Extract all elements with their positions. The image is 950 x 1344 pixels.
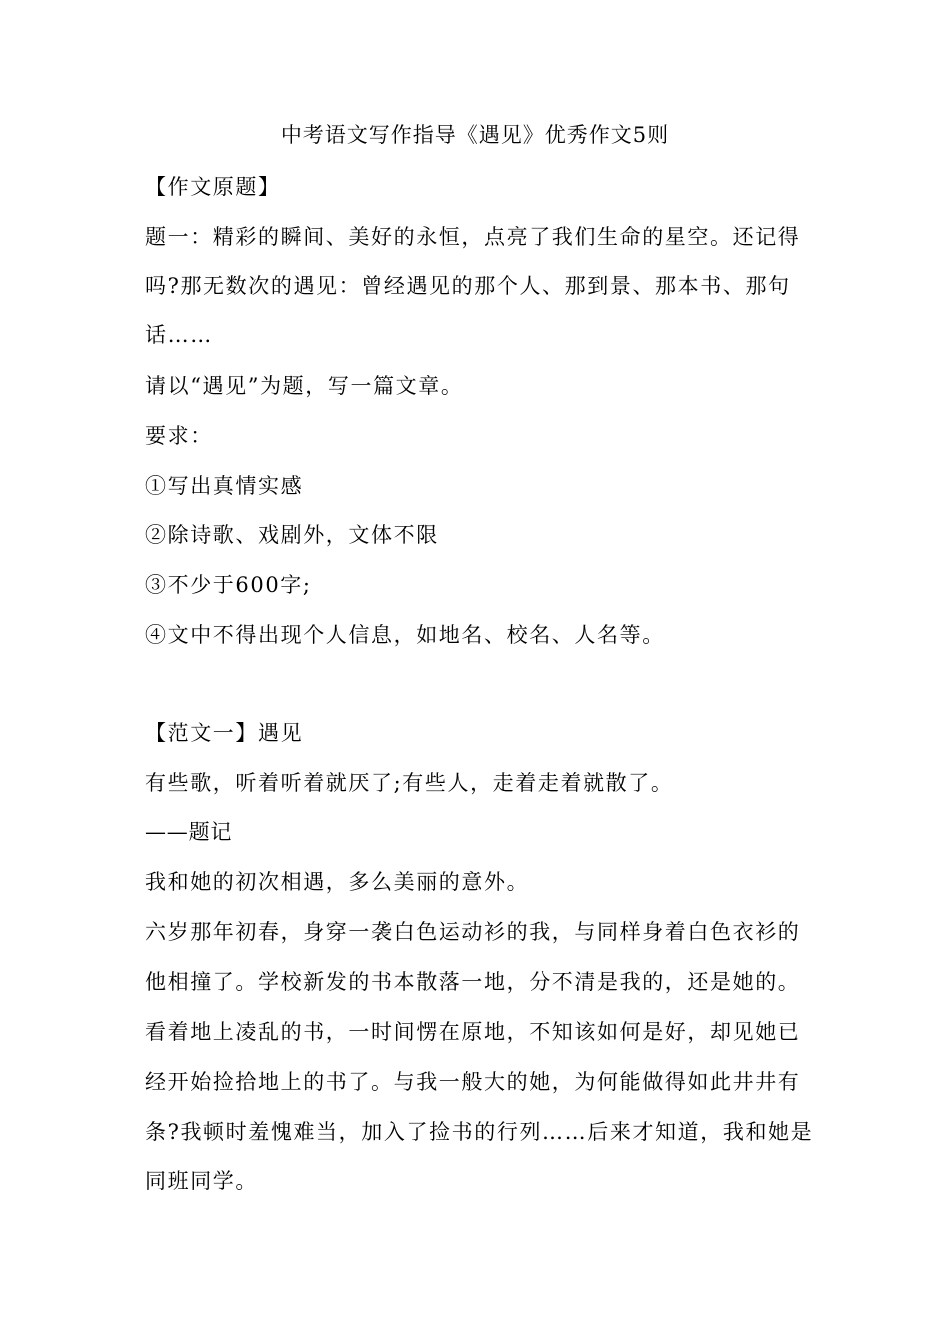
essay-line: 同班同学。 [145,1169,258,1193]
essay-line: 六岁那年初春，身穿一袭白色运动衫的我，与同样身着白色衣衫的 [145,920,801,944]
essay-line: 有些歌，听着听着就厌了;有些人，走着走着就散了。 [145,771,674,795]
requirement-item: ④文中不得出现个人信息，如地名、校名、人名等。 [145,623,665,647]
essay-epigraph-note: ——题记 [145,820,233,844]
prompt-line: 题一：精彩的瞬间、美好的永恒，点亮了我们生命的星空。还记得 [145,225,801,249]
prompt-heading: 【作文原题】 [145,175,281,199]
document-title: 中考语文写作指导《遇见》优秀作文5则 [280,123,670,147]
requirement-item: ③不少于600字; [145,573,312,597]
essay-line: 经开始捡拾地上的书了。与我一般大的她，为何能做得如此井井有 [145,1070,801,1094]
essay-heading: 【范文一】遇见 [145,721,304,745]
prompt-line: 请以“遇见”为题，写一篇文章。 [145,374,464,398]
essay-line: 他相撞了。学校新发的书本散落一地，分不清是我的，还是她的。 [145,970,801,994]
prompt-line: 吗?那无数次的遇见：曾经遇见的那个人、那到景、那本书、那句 [145,274,791,298]
essay-line: 条?我顿时羞愧难当，加入了捡书的行列……后来才知道，我和她是 [145,1120,814,1144]
requirement-item: ①写出真情实感 [145,474,304,498]
requirement-item: ②除诗歌、戏剧外，文体不限 [145,523,439,547]
essay-line: 我和她的初次相遇，多么美丽的意外。 [145,870,530,894]
prompt-line: 话…… [145,323,213,347]
essay-line: 看着地上凌乱的书，一时间愣在原地，不知该如何是好，却见她已 [145,1020,801,1044]
prompt-line: 要求： [145,424,213,448]
